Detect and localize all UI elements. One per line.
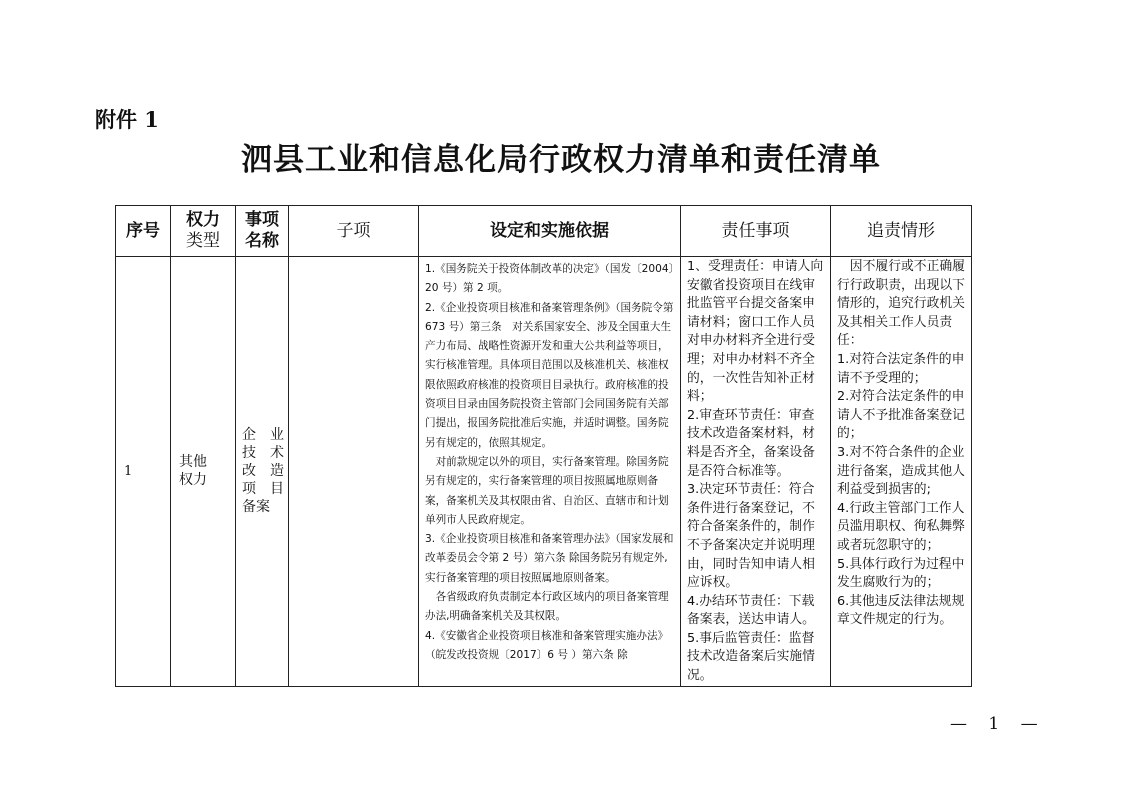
item-name-char: 造 bbox=[270, 463, 284, 480]
duty-paragraph: 1、受理责任：申请人向安徽省投资项目在线审批监管平台提交备案申请材料；窗口工作人员对申办材料齐全进行受理；对申办材料不齐全的，一次性告知补正材料； bbox=[687, 259, 824, 405]
table-header-row bbox=[116, 206, 972, 257]
accountability-paragraph: 因不履行或不正确履行行政职责，出现以下情形的，追究行政机关及其相关工作人员责任： bbox=[837, 259, 965, 349]
basis-paragraph: 2.《企业投资项目核准和备案管理条例》（国务院令第 673 号）第三条 对关系国家安全、涉及全国重大生产力布局、战略性资源开发和重大公共利益等项目，实行核准管理。具体项目范围以及核准机关、核准权限依照政府核准的投资项目目录执行。政府核准的投资项目目录由国务院投资主管部门会同国务院有关部门提出，报国务院批准后实施，并适时调整。国务院另有规定的，依照其规定。 bbox=[425, 301, 674, 449]
header-power-type-line1: 权力 bbox=[186, 210, 220, 230]
item-name-char: 术 bbox=[270, 445, 284, 462]
accountability-paragraph: 3.对不符合条件的企业进行备案，造成其他人利益受到损害的; bbox=[837, 444, 965, 498]
row-accountability bbox=[831, 257, 972, 687]
item-name-char: 技 bbox=[242, 445, 256, 462]
row-power-type-line1: 其他 bbox=[179, 454, 207, 471]
item-name-line3 bbox=[242, 462, 284, 480]
duty-paragraph: 2.审查环节责任：审查技术改造备案材料，材料是否齐全，备案设备是否符合标准等。 bbox=[687, 407, 815, 479]
header-power-type bbox=[171, 206, 236, 257]
duty-paragraph: 4.办结环节责任：下载备案表，送达申请人。 bbox=[687, 593, 815, 628]
duty-paragraph: 3.决定环节责任：符合条件进行备案登记，不符合备案条件的，制作不予备案决定并说明理由，同时告知申请人相应诉权。 bbox=[687, 482, 815, 591]
document-title: 泗县工业和信息化局行政权力清单和责任清单 bbox=[241, 142, 881, 178]
basis-paragraph: 对前款规定以外的项目，实行备案管理。除国务院另有规定的，实行备案管理的项目按照属地原则备案，备案机关及其权限由省、自治区、直辖市和计划单列市人民政府规定。 bbox=[425, 455, 669, 526]
header-duty: 责任事项 bbox=[681, 206, 831, 257]
header-power-type-line2: 类型 bbox=[186, 231, 220, 251]
row-power-type-line2: 权力 bbox=[179, 472, 207, 489]
item-name-line4 bbox=[242, 480, 284, 498]
item-name-char: 目 bbox=[270, 481, 284, 498]
page-number: — 1 — bbox=[950, 714, 1046, 734]
table-row bbox=[116, 257, 972, 687]
power-list-table bbox=[115, 205, 972, 687]
accountability-paragraph: 5.具体行政行为过程中发生腐败行为的； bbox=[837, 556, 965, 591]
attachment-label: 附件 1 bbox=[95, 107, 159, 132]
header-basis: 设定和实施依据 bbox=[419, 206, 681, 257]
basis-paragraph: 各省级政府负责制定本行政区域内的项目备案管理办法,明确备案机关及其权限。 bbox=[425, 591, 669, 623]
accountability-paragraph: 2.对符合法定条件的申请人不予批准备案登记的； bbox=[837, 389, 965, 442]
header-sub-item: 子项 bbox=[289, 206, 419, 257]
row-item-name bbox=[236, 257, 289, 687]
basis-paragraph: 1.《国务院关于投资体制改革的决定》（国发〔2004〕20 号）第 2 项。 bbox=[425, 263, 674, 295]
header-seq: 序号 bbox=[116, 206, 171, 257]
item-name-char: 企 bbox=[242, 427, 256, 444]
item-name-char: 改 bbox=[242, 463, 256, 480]
item-name-line2 bbox=[242, 444, 284, 462]
basis-paragraph: 3.《企业投资项目核准和备案管理办法》（国家发展和改革委员会令第 2 号）第六条 除国务院另有规定外,实行备案管理的项目按照属地原则备案。 bbox=[425, 533, 674, 584]
row-sub-item bbox=[289, 257, 419, 687]
item-name-line5: 备案 bbox=[242, 499, 270, 516]
item-name-char: 项 bbox=[242, 481, 256, 498]
accountability-paragraph: 4.行政主管部门工作人员滥用职权、徇私舞弊或者玩忽职守的； bbox=[837, 500, 965, 553]
row-seq: 1 bbox=[116, 257, 171, 687]
duty-paragraph: 5.事后监管责任：监督技术改造备案后实施情况。 bbox=[687, 630, 815, 684]
accountability-paragraph: 1.对符合法定条件的申请不予受理的； bbox=[837, 351, 965, 386]
item-name-line1 bbox=[242, 426, 284, 444]
row-basis bbox=[419, 257, 681, 687]
header-accountability: 追责情形 bbox=[831, 206, 972, 257]
item-name-char: 业 bbox=[270, 427, 284, 444]
row-power-type bbox=[171, 257, 236, 687]
header-item-name-line1: 事项 bbox=[245, 210, 279, 230]
basis-paragraph: 4.《安徽省企业投资项目核准和备案管理实施办法》（皖发改投资规〔2017〕6 号 ）第六条 除 bbox=[425, 629, 669, 661]
accountability-paragraph: 6.其他违反法律法规规章文件规定的行为。 bbox=[837, 593, 965, 628]
header-item-name bbox=[236, 206, 289, 257]
header-item-name-line2: 名称 bbox=[245, 231, 279, 251]
row-duty bbox=[681, 257, 831, 687]
